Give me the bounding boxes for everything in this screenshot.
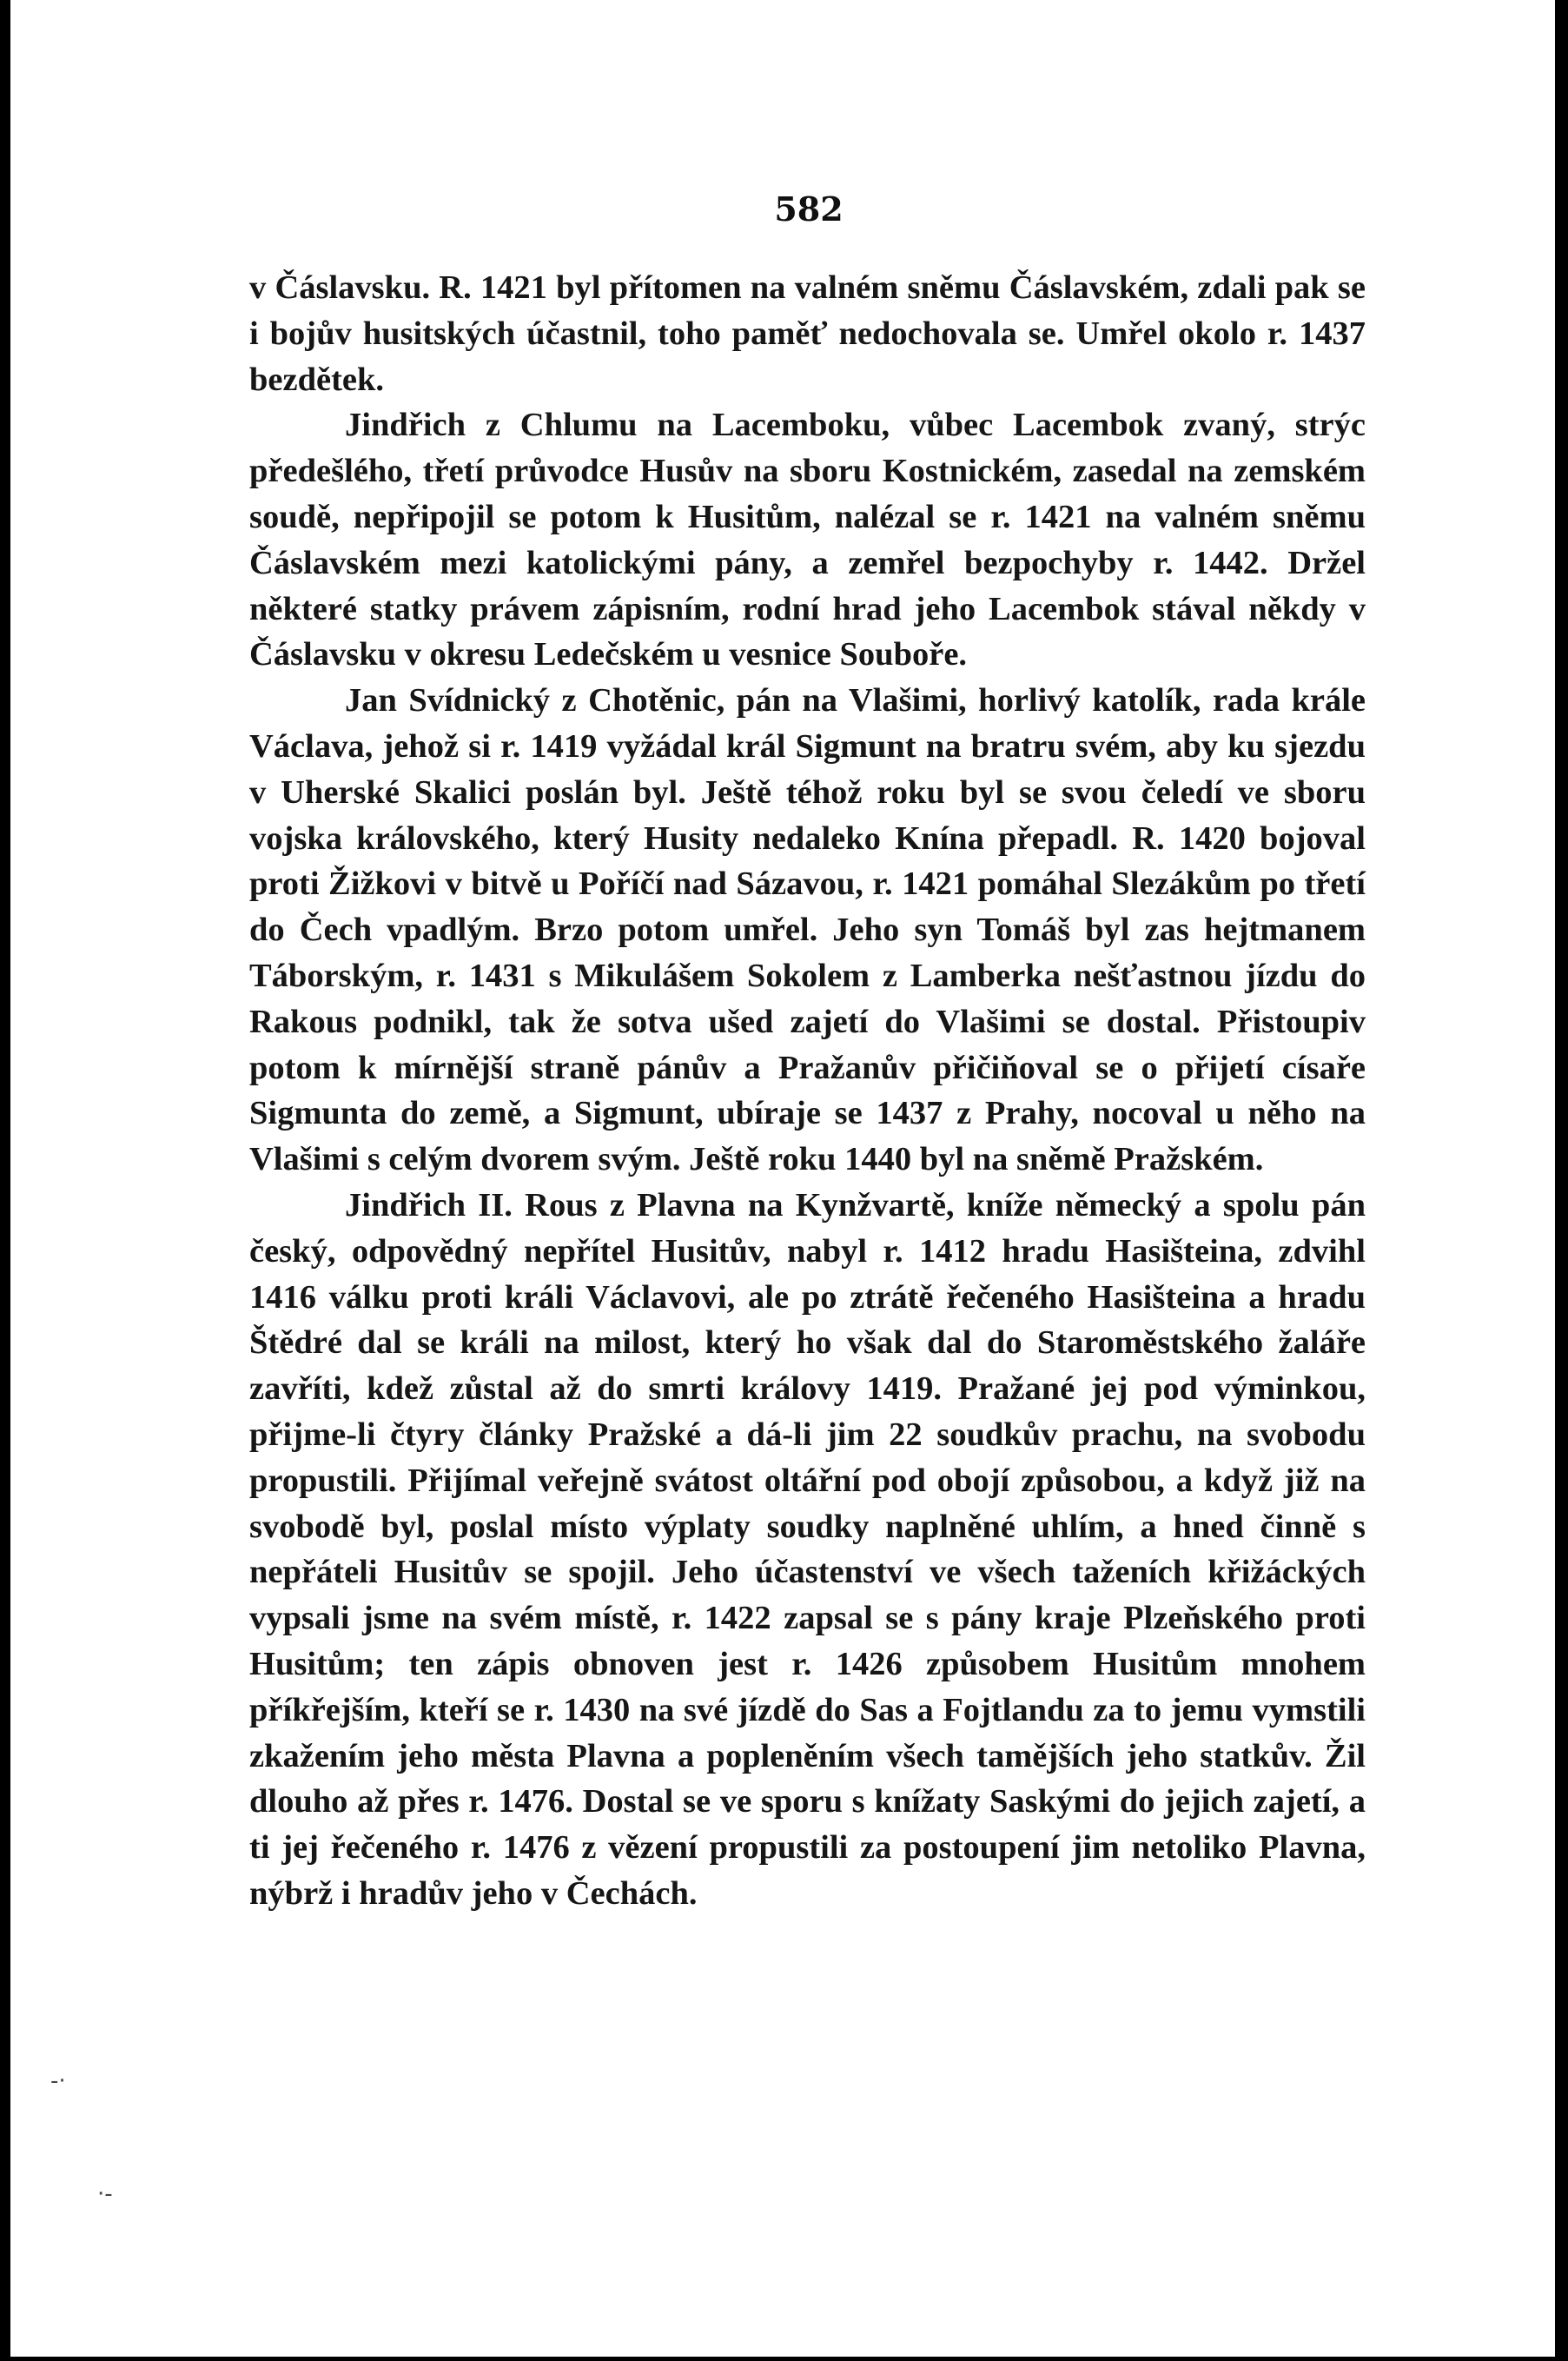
paragraph-jan-svidnicky: Jan Svídnický z Chotěnic, pán na Vlašimi, horlivý katolík, rada krále Václava, jehož si r. 1419 vyžádal král Sigmunt na bratru svém, aby ku sjezdu v Uherské Skalici poslán byl. Ještě téhož roku byl se svou čeledí ve sboru vojska královského, který Husity nedaleko Knína přepadl. R. 1420 bojoval proti Žižkovi v bitvě u Poříčí nad Sázavou, r. 1421 pomáhal Slezákům po třetí do Čech vpadlým. Brzo potom umřel. Jeho syn Tomáš byl zas hejtmanem Táborským, r. 1431 s Mikulášem Sokolem z Lamberka nešťastnou jízdu do Rakous podnikl, tak že sotva ušed zajetí do Vlašimi se dostal. Přistoupiv potom k mírnější straně pánův a Pražanův přičiňoval se o přijetí císaře Sigmunta do země, a Sigmunt, ubíraje se 1437 z Prahy, nocoval u něho na Vlašimi s celým dvorem svým. Ještě roku 1440 byl na sněmě Pražském. [249,682,1366,1178]
paragraph-jindrich-z-chlumu: Jindřich z Chlumu na Lacemboku, vůbec Lacembok zvaný, strýc předešlého, třetí průvodce Husův na sboru Kostnickém, zasedal na zemském soudě, nepřipojil se potom k Husitům, nalézal se r. 1421 na valném sněmu Čáslavském mezi katolickými pány, a zemřel bezpochyby r. 1442. Držel některé statky právem zápisním, rodní hrad jeho Lacembok stával někdy v Čáslavsku v okresu Ledečském u vesnice Souboře. [249,407,1366,673]
paragraph-jindrich-ii-rous: Jindřich II. Rous z Plavna na Kynžvartě, kníže německý a spolu pán český, odpovědný nepřítel Husitův, nabyl r. 1412 hradu Hasišteina, zdvihl 1416 válku proti králi Václavovi, ale po ztrátě řečeného Hasišteina a hradu Štědré dal se králi na milost, který ho však dal do Staroměstského žaláře zavříti, kdež zůstal až do smrti královy 1419. Pražané jej pod výminkou, přijme-li čtyry články Pražské a dá-li jim 22 soudkův prachu, na svobodu propustili. Přijímal veřejně svátost oltářní pod obojí způsobou, a když již na svobodě byl, poslal místo výplaty soudky naplněné uhlím, a hned činně s nepřáteli Husitův se spojil. Jeho účastenství ve všech taženích křižáckých vypsali jsme na svém místě, r. 1422 zapsal se s pány kraje Plzeňského proti Husitům; ten zápis obnoven jest r. 1426 způsobem Husitům mnohem příkřejším, kteří se r. 1430 na své jízdě do Sas a Fojtlandu za to jemu vymstili zkažením jeho města Plavna a popleněním všech tamějších jeho statkův. Žil dlouho až přes r. 1476. Dostal se ve sporu s knížaty Saskými do jejich zajetí, a ti jej řečeného r. 1476 z vězení propustili za postoupení jim netoliko Plavna, nýbrž i hradův jeho v Čechách. [249,1186,1366,1912]
paragraph-continuation: v Čáslavsku. R. 1421 byl přítomen na valném sněmu Čáslavském, zdali pak se i bojův husitských účastnil, toho paměť nedochovala se. Umřel okolo r. 1437 bezdětek. [249,269,1366,398]
page-number: 582 [774,189,844,229]
body-text [249,265,1366,1917]
margin-mark: -· [50,2068,66,2094]
book-page [10,0,1555,2357]
margin-mark: ·- [97,2181,113,2207]
